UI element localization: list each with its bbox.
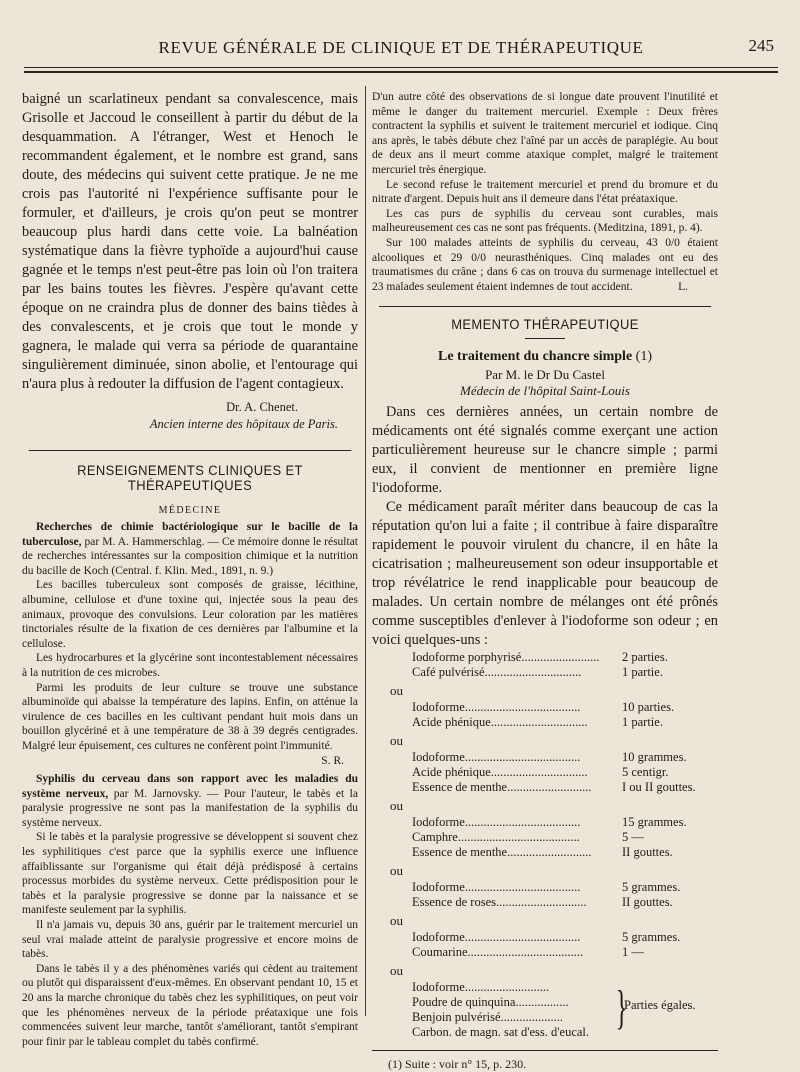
header-rule-thick	[24, 71, 778, 73]
formula-block	[412, 815, 702, 860]
formula-row	[412, 895, 702, 910]
formula-row	[412, 715, 702, 730]
formula-row	[412, 700, 702, 715]
article-footnote-ref: (1)	[632, 349, 652, 365]
article2-paragraph: Si le tabès et la paralysie progressive se développent si souvent chez les syphilitiques c'est parce que la syphilis exerce une influence affaiblissante sur l'organisme qui était déjà prédisposé à certains processus morbides du système nerveux. Cette prédisposition pour le tabès et la paralysie progressive se donne par la naissance et se manifeste seulement par la syphilis.	[22, 831, 358, 917]
column-divider	[365, 86, 366, 1016]
ou-separator: ou	[390, 798, 403, 814]
running-header	[24, 34, 778, 64]
ingredient-name: Acide phénique...............................	[412, 765, 588, 780]
journal-title: REVUE GÉNÉRALE DE CLINIQUE ET DE THÉRAPEUTIQUE	[158, 38, 644, 57]
formula-block	[412, 880, 702, 910]
ingredient-quantity: 5 grammes.	[622, 930, 681, 945]
memento-heading: MEMENTO THÉRAPEUTIQUE	[379, 306, 711, 332]
ingredient-quantity: II gouttes.	[622, 845, 673, 860]
right-paragraph: D'un autre côté des observations de si longue date prouvent l'inutilité et même le danger du traitement mercuriel. Exemple : Deux frères contractent la syphilis et suivent le traitement mercuriel et iodique. Cinq ans après, le tabès débute chez l'aîné par un accès de paraplégie. Au bout de deux ans il meurt comme ataxique complet, malgré le traitement mercuriel très énergique.	[372, 91, 718, 176]
article-paragraph: Ce médicament paraît mériter dans beaucoup de cas la réputation qu'on lui a faite ; il contribue à faire disparaître rapidement le pouvoir virulent du chancre, il en hâte la cicatrisation ; malheureusement son odeur insupportable et trop révélatrice le rend inapplicable pour beaucoup de malades. Un certain nombre de mélanges ont été prônés comme susceptibles d'enlever à l'iodoforme son odeur ; en voici quelques-uns :	[372, 499, 718, 649]
intro-paragraph: baigné un scarlatineux pendant sa convalescence, mais Grisolle et Jaccoud le conseillent à partir du début de la desquammation. A l'étranger, West et Henoch le recommandent également, et le nombre est grand, sans doute, des médecins qui suivent cette pratique. Je ne me crois pas l'autorité ni l'expérience suffisante pour le formuler, et d'ailleurs, je crois qu'on peut se montrer beaucoup plus hardi dans cette voie. La balnéation systématique dans la fièvre typhoïde a aujourd'hui cause gagnée et le temps n'est peut-être pas loin où l'on traitera par les bains toutes les fièvres. J'espère qu'avant cette époque on ne craindra plus de donner des bains tièdes à des convalescents, et je crois que tout le monde y gagnera, le malade qui verra sa période de quarantaine singulièrement diminuée, sinon abolie, et l'entourage qui n'aura plus à redouter la diffusion de l'agent contagieux.	[22, 91, 358, 392]
formula-row	[412, 880, 702, 895]
formula-row	[412, 750, 702, 765]
right-paragraph: Les cas purs de syphilis du cerveau sont curables, mais malheureusement ces cas ne sont pas fréquents. (Meditzina, 1891, p. 4).	[372, 207, 718, 235]
right-paragraph	[372, 236, 718, 294]
ingredient-quantity: 15 grammes.	[622, 815, 687, 830]
article1-lead	[22, 520, 358, 578]
ou-separator: ou	[390, 963, 403, 979]
formula-row	[412, 815, 702, 830]
article1-paragraph: Parmi les produits de leur culture se trouve une substance albuminoïde qui abaisse la température des lapins. Enfin, on atténue la virulence de ces bacilles en les cultivant pendant huit mois dans un bouillon glycériné et à une température de 38 à 39 degrés centigrades. Malgré leur épuisement, ces cultures ne confèrent point l'immunité.	[22, 681, 358, 752]
right-column	[372, 90, 718, 1072]
ingredient-name: Essence de roses.............................	[412, 895, 587, 910]
article2-title: Syphilis du cerveau dans son rapport avec les maladies du système nerveux,	[22, 773, 358, 800]
formula-row	[412, 945, 702, 960]
ingredient-name: Acide phénique...............................	[412, 715, 588, 730]
ingredient-quantity: 1 partie.	[622, 715, 663, 730]
formula-row	[412, 650, 702, 665]
ingredient-name: Iodoforme.....................................	[412, 700, 581, 715]
ingredient-quantity: 5 —	[622, 830, 644, 845]
ingredient-name: Camphre.......................................	[412, 830, 580, 845]
formula-block	[412, 700, 702, 730]
formula-list	[372, 650, 718, 960]
ingredient-name: Coumarine.....................................	[412, 945, 584, 960]
right-paragraph: Le second refuse le traitement mercuriel et prend du bromure et du nitrate d'argent. Depuis huit ans il demeure dans l'état préataxique.	[372, 178, 718, 206]
ingredient-name: Iodoforme.....................................	[412, 815, 581, 830]
formula-block	[412, 750, 702, 795]
article-paragraph: Dans ces dernières années, un certain nombre de médicaments ont été signalés comme exerçant une action particulièrement heureuse sur le chancre simple ; parmi eux, il convient de mentionner en première ligne l'iodoforme.	[372, 404, 718, 497]
formula-block	[412, 650, 702, 680]
article1-initials: S. R.	[321, 754, 344, 767]
formula-row	[412, 780, 702, 795]
ingredient-name: Iodoforme porphyrisé.........................	[412, 650, 600, 665]
author-signature: Dr. A. Chenet.	[226, 400, 298, 414]
subsection-heading: MÉDECINE	[158, 505, 222, 516]
formula-row	[412, 665, 702, 680]
formula-block	[412, 980, 702, 1040]
ingredient-quantity: 2 parties.	[622, 650, 668, 665]
ingredient-name: Iodoforme.....................................	[412, 750, 581, 765]
memento-rule	[525, 338, 565, 339]
left-column	[22, 90, 358, 1049]
article2-lead-text: par M. Jarnovsky. — Pour l'auteur, le tabès et la paralysie progressive ne sont pas la manifestation de la syphilis du système nerveux.	[22, 787, 358, 829]
article-author-title: Médecin de l'hôpital Saint-Louis	[460, 383, 630, 399]
ou-separator: ou	[390, 863, 403, 879]
right-paragraph-text: Sur 100 malades atteints de syphilis du cerveau, 43 0/0 étaient alcooliques et 29 0/0 neurasthéniques. Cinq malades ont eu des traumatismes du crâne ; dans 6 cas on trouva du surmenage intellectuel et 23 malades seulement étaient indemnes de tout accident.	[372, 236, 718, 293]
page-number: 245	[748, 36, 774, 55]
formula-row: Benjoin pulvérisé....................	[412, 1010, 564, 1025]
right-paragraph-initial: L.	[678, 280, 688, 293]
ingredient-quantity: I ou II gouttes.	[622, 780, 696, 795]
ingredient-quantity: 10 parties.	[622, 700, 675, 715]
formula-row: Iodoforme...........................	[412, 980, 550, 995]
formula-block	[412, 930, 702, 960]
article1-lead-text: par M. A. Hammerschlag. — Ce mémoire donne le résultat de recherches intéressantes sur la composition chimique et la nutrition du bacille de Koch (Central. f. Klin. Med., 1891, n. 9.)	[22, 535, 358, 577]
formula-row	[412, 845, 702, 860]
author-title: Ancien interne des hôpitaux de Paris.	[149, 417, 338, 431]
footnote: (1) Suite : voir n° 15, p. 230.	[372, 1050, 718, 1072]
ou-separator: ou	[390, 733, 403, 749]
header-rule	[24, 67, 778, 68]
formula-row	[412, 930, 702, 945]
ou-separator: ou	[390, 683, 403, 699]
article-title	[372, 349, 718, 365]
ingredient-name: Essence de menthe...........................	[412, 780, 592, 795]
parties-egales-label: Parties égales.	[624, 998, 696, 1013]
ingredient-quantity: II gouttes.	[622, 895, 673, 910]
article2-paragraph: Dans le tabès il y a des phénomènes variés qui cèdent au traitement ou plutôt qui disparaissent d'eux-mêmes. En observant pendant 10, 15 et 20 ans la marche chronique du tabès chez les syphilitiques, on peut voir que les phénomènes nerveux de la période préataxique une fois commencées suivent leur marche, tantôt s'améliorant, tantôt s'empirant pour finir par le tableau complet du tabès confirmé.	[22, 962, 358, 1048]
section-heading: RENSEIGNEMENTS CLINIQUES ET THÉRAPEUTIQUES	[29, 450, 352, 493]
formula-row: Poudre de quinquina.................	[412, 995, 569, 1010]
article2-paragraph: Il n'a jamais vu, depuis 30 ans, guérir par le traitement mercuriel un seul vrai malade atteint de paralysie progressive et encore moins de tabès.	[22, 919, 358, 961]
article1-title: Recherches de chimie bactériologique sur le bacille de la tuberculose,	[22, 521, 358, 548]
article-author: Par M. le Dr Du Castel	[485, 367, 605, 383]
ingredient-quantity: 5 centigr.	[622, 765, 669, 780]
formula-row: Carbon. de magn. sat d'ess. d'eucal.	[412, 1025, 590, 1040]
formula-row	[412, 765, 702, 780]
article-title-text: Le traitement du chancre simple	[438, 349, 633, 365]
ingredient-quantity: 1 partie.	[622, 665, 663, 680]
article1-paragraph: Les hydrocarbures et la glycérine sont incontestablement nécessaires à la nutrition de ces microbes.	[22, 652, 358, 679]
ingredient-name: Iodoforme.....................................	[412, 930, 581, 945]
ingredient-name: Iodoforme.....................................	[412, 880, 581, 895]
ou-separator: ou	[390, 913, 403, 929]
ingredient-name: Café pulvérisé...............................	[412, 665, 582, 680]
ingredient-quantity: 10 grammes.	[622, 750, 687, 765]
formula-row	[412, 830, 702, 845]
ingredient-quantity: 5 grammes.	[622, 880, 681, 895]
ingredient-quantity: 1 —	[622, 945, 644, 960]
brace-glyph: }	[615, 981, 628, 1035]
article2-lead	[22, 772, 358, 830]
ingredient-name: Essence de menthe...........................	[412, 845, 592, 860]
article1-paragraph: Les bacilles tuberculeux sont composés de graisse, lécithine, albumine, cellulose et d'une toxine qui, injectée sous la peau des animaux, provoque des convulsions. Leur coloration par les matières tinctoriales résulte de la fixation de ces dernières par l'albumine et la cellulose.	[22, 579, 358, 650]
